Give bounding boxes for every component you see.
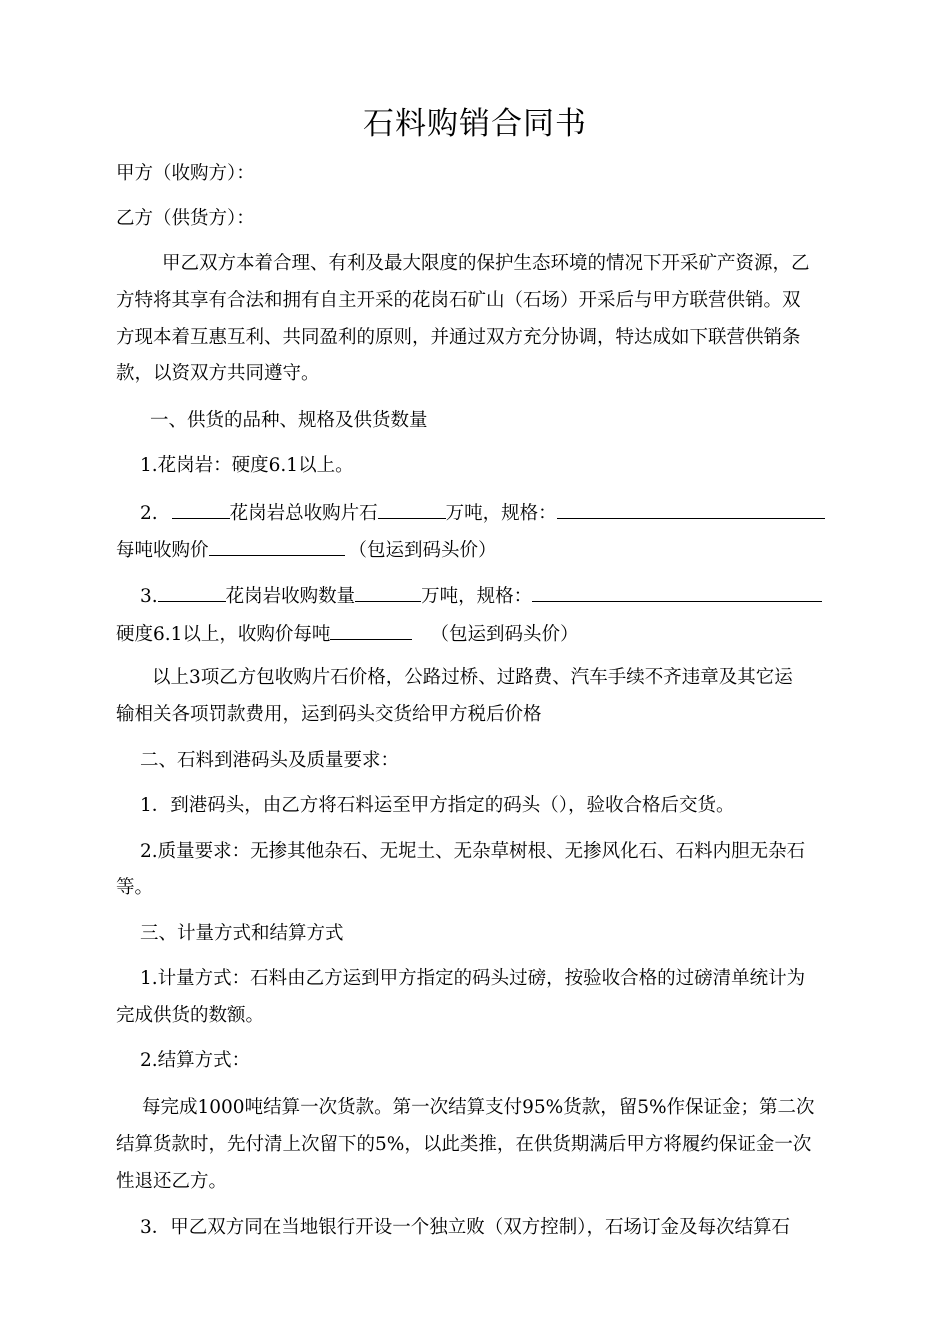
section-2-heading: 二、石料到港码头及质量要求： bbox=[140, 750, 400, 771]
item-2-blank-location bbox=[172, 500, 230, 519]
section-1-item-3-line-1 bbox=[140, 583, 822, 607]
settlement-line-1: 每完成1000吨结算一次货款。第一次结算支付95%货款，留5%作保证金；第二次 bbox=[142, 1097, 815, 1118]
item-3-text-2: 万吨，规格： bbox=[421, 586, 533, 607]
item-2-number: 2. bbox=[140, 503, 158, 524]
item-2-text-3: 每吨收购价 bbox=[116, 540, 209, 561]
settlement-line-3: 性退还乙方。 bbox=[116, 1171, 228, 1192]
intro-line-4: 款，以资双方共同遵守。 bbox=[116, 363, 320, 384]
section-1-note-line-1: 以上3项乙方包收购片石价格，公路过桥、过路费、汽车手续不齐违章及其它运 bbox=[152, 667, 793, 688]
section-3-item-3: 3．甲乙双方同在当地银行开设一个独立败（双方控制），石场订金及每次结算石 bbox=[140, 1217, 791, 1238]
section-1-note-line-2: 输相关各项罚款费用，运到码头交货给甲方税后价格 bbox=[116, 704, 542, 725]
item-3-blank-spec bbox=[532, 583, 822, 602]
intro-line-3: 方现本着互惠互利、共同盈利的原则，并通过双方充分协调，特达成如下联营供销条 bbox=[116, 327, 801, 348]
section-1-item-2-line-2 bbox=[116, 537, 497, 561]
item-2-blank-spec bbox=[557, 500, 825, 519]
item-2-text-2: 万吨，规格： bbox=[445, 503, 557, 524]
party-a-line: 甲方（收购方）： bbox=[116, 163, 255, 184]
section-1-item-3-line-2 bbox=[116, 621, 578, 645]
intro-line-2: 方特将其享有合法和拥有自主开采的花岗石矿山（石场）开采后与甲方联营供销。双 bbox=[116, 290, 801, 311]
item-3-number: 3. bbox=[140, 586, 158, 607]
section-3-item-2: 2.结算方式： bbox=[140, 1050, 251, 1071]
section-1-item-1: 1.花岗岩：硬度6.1以上。 bbox=[140, 455, 354, 476]
item-3-text-1: 花岗岩收购数量 bbox=[225, 586, 356, 607]
item-2-blank-quantity bbox=[378, 500, 446, 519]
section-3-heading: 三、计量方式和结算方式 bbox=[140, 923, 344, 944]
section-1-item-2-line-1 bbox=[140, 500, 825, 524]
party-b-line: 乙方（供货方）： bbox=[116, 208, 255, 229]
settlement-line-2: 结算货款时，先付清上次留下的5%，以此类推，在供货期满后甲方将履约保证金一次 bbox=[116, 1134, 812, 1155]
item-3-blank-price bbox=[330, 621, 412, 640]
item-2-text-4: （包运到码头价） bbox=[348, 540, 497, 561]
section-3-item-1-line-2: 完成供货的数额。 bbox=[116, 1005, 265, 1026]
document-title: 石料购销合同书 bbox=[363, 106, 587, 142]
section-2-item-2-line-1: 2.质量要求：无掺其他杂石、无坭土、无杂草树根、无掺风化石、石料内胆无杂石 bbox=[140, 841, 806, 862]
item-3-blank-location bbox=[158, 583, 226, 602]
item-2-text-1: 花岗岩总收购片石 bbox=[229, 503, 378, 524]
section-2-item-1: 1．到港码头，由乙方将石料运至甲方指定的码头（），验收合格后交货。 bbox=[140, 795, 735, 816]
item-2-blank-price bbox=[209, 537, 345, 556]
item-3-text-3: 硬度6.1以上，收购价每吨 bbox=[116, 624, 331, 645]
item-3-blank-quantity bbox=[355, 583, 421, 602]
section-3-item-1-line-1: 1.计量方式：石料由乙方运到甲方指定的码头过磅，按验收合格的过磅清单统计为 bbox=[140, 968, 806, 989]
section-2-item-2-line-2: 等。 bbox=[116, 877, 154, 898]
section-1-heading: 一、供货的品种、规格及供货数量 bbox=[150, 410, 428, 431]
item-3-text-4: （包运到码头价） bbox=[430, 624, 579, 645]
intro-line-1: 甲乙双方本着合理、有利及最大限度的保护生态环境的情况下开采矿产资源，乙 bbox=[162, 253, 810, 274]
